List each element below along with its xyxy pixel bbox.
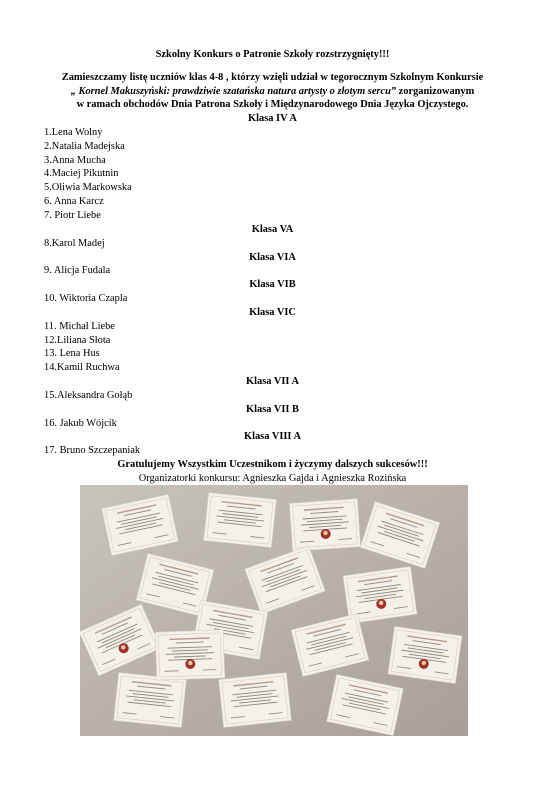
intro-line-1: Zamieszczamy listę uczniów klas 4-8 , którzy wzięli udział w tegorocznym Szkolnym Konkursie bbox=[61, 72, 484, 83]
diplomas-photo-illustration bbox=[80, 485, 468, 736]
student-entry: 9. Alicja Fudala bbox=[44, 265, 111, 276]
competition-title: „ Kornel Makuszyński: prawdziwie szatańska natura artysty o złotym sercu” bbox=[70, 86, 397, 97]
congratulations-message: Gratulujemy Wszystkim Uczestnikom i życzymy dalszych sukcesów!!! bbox=[117, 459, 428, 470]
class-heading: Klasa IV A bbox=[248, 113, 297, 124]
student-entry: 5.Oliwia Markowska bbox=[44, 182, 132, 193]
class-heading: Klasa VA bbox=[251, 224, 294, 235]
student-entry: 15.Aleksandra Gołąb bbox=[44, 390, 133, 401]
intro-line-2 bbox=[0, 85, 545, 98]
student-entry: 1.Lena Wolny bbox=[44, 127, 103, 138]
diplomas-photo bbox=[80, 485, 468, 736]
student-entry: 8.Karol Madej bbox=[44, 238, 105, 249]
student-entry: 16. Jakub Wójcik bbox=[44, 418, 117, 429]
class-heading: Klasa VIB bbox=[249, 279, 296, 290]
organizers-line: Organizatorki konkursu: Agnieszka Gajda i Agnieszka Rozińska bbox=[138, 473, 407, 484]
intro-line-2-rest: zorganizowanym bbox=[396, 86, 475, 97]
student-entry: 12.Liliana Słota bbox=[44, 335, 111, 346]
student-entry: 13. Lena Hus bbox=[44, 348, 100, 359]
student-entry: 2.Natalia Madejska bbox=[44, 141, 125, 152]
intro-line-3: w ramach obchodów Dnia Patrona Szkoły i Międzynarodowego Dnia Języka Ojczystego. bbox=[76, 99, 469, 110]
student-entry: 10. Wiktoria Czapla bbox=[44, 293, 128, 304]
student-entry: 7. Piotr Liebe bbox=[44, 210, 101, 221]
class-heading: Klasa VII B bbox=[246, 404, 299, 415]
class-heading: Klasa VIII A bbox=[244, 431, 301, 442]
class-heading: Klasa VIC bbox=[249, 307, 296, 318]
student-entry: 17. Bruno Szczepaniak bbox=[44, 445, 141, 456]
student-entry: 14.Kamil Ruchwa bbox=[44, 362, 120, 373]
page-title: Szkolny Konkurs o Patronie Szkoły rozstrzygnięty!!! bbox=[155, 49, 390, 60]
student-entry: 4.Maciej Pikutnin bbox=[44, 168, 119, 179]
student-entry: 6. Anna Karcz bbox=[44, 196, 104, 207]
class-heading: Klasa VII A bbox=[246, 376, 299, 387]
class-heading: Klasa VIA bbox=[249, 252, 296, 263]
student-entry: 3.Anna Mucha bbox=[44, 155, 106, 166]
student-entry: 11. Michał Liebe bbox=[44, 321, 115, 332]
